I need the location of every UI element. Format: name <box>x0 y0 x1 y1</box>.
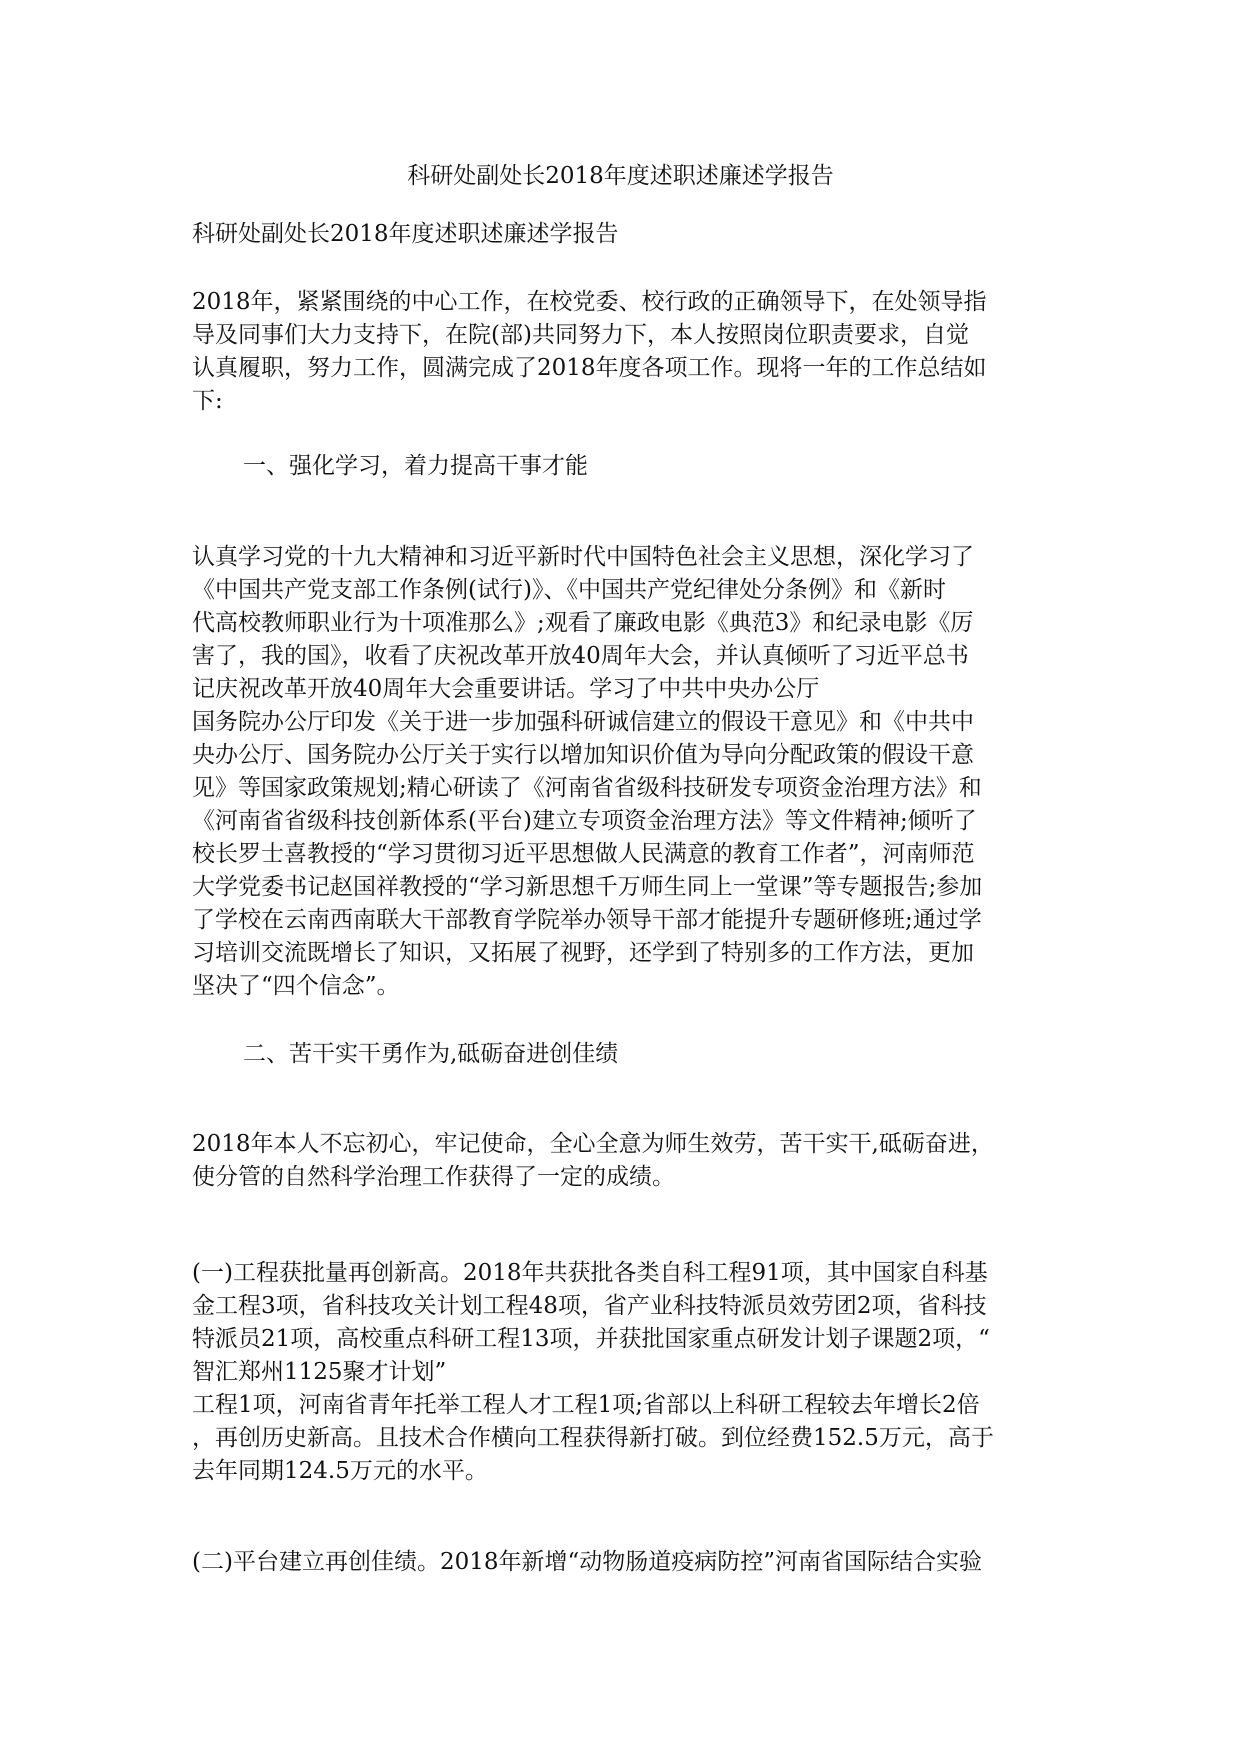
section2-paragraph <box>192 1128 1052 1194</box>
section1-paragraph <box>192 541 1052 1003</box>
paragraph-line: 校长罗士喜教授的“学习贯彻习近平思想做人民满意的教育工作者”，河南师范 <box>192 841 975 867</box>
paragraph-line: 记庆祝改革开放40周年大会重要讲话。学习了中共中央办公厅 <box>192 676 820 702</box>
paragraph-line: 了学校在云南西南联大干部教育学院举办领导干部才能提升专题研修班;通过学 <box>192 907 982 933</box>
intro-line: 认真履职，努力工作，圆满完成了2018年度各项工作。现将一年的工作总结如 <box>192 355 987 381</box>
paragraph-line: (二)平台建立再创佳绩。2018年新增“动物肠道疫病防控”河南省国际结合实验 <box>192 1549 982 1575</box>
paragraph-line: 国务院办公厅印发《关于进一步加强科研诚信建立的假设干意见》和《中共中 <box>192 709 974 735</box>
paragraph-line: 工程1项，河南省青年托举工程人才工程1项;省部以上科研工程较去年增长2倍 <box>192 1392 980 1418</box>
paragraph-line: 央办公厅、国务院办公厅关于实行以增加知识价值为导向分配政策的假设干意 <box>192 742 974 768</box>
paragraph-line: 使分管的自然科学治理工作获得了一定的成绩。 <box>192 1164 675 1190</box>
document-subtitle <box>192 218 1052 251</box>
paragraph-line: 习培训交流既增长了知识，又拓展了视野，还学到了特别多的工作方法，更加 <box>192 940 974 966</box>
paragraph-line: (一)工程获批量再创新高。2018年共获批各类自科工程91项，其中国家自科基 <box>192 1260 988 1286</box>
paragraph-line: 害了，我的国》，收看了庆祝改革开放40周年大会，并认真倾听了习近平总书 <box>192 643 969 669</box>
paragraph-line: ，再创历史新高。且技术合作横向工程获得新打破。到位经费152.5万元，高于 <box>192 1425 994 1451</box>
paragraph-line: 坚决了“四个信念”。 <box>192 973 400 999</box>
subtitle-line: 科研处副处长2018年度述职述廉述学报告 <box>192 221 619 247</box>
paragraph-line: 智汇郑州1125聚才计划” <box>192 1359 447 1385</box>
section1-heading <box>243 450 1103 483</box>
intro-line: 下: <box>192 388 223 414</box>
intro-paragraph <box>192 286 1052 418</box>
intro-line: 导及同事们大力支持下，在院(部)共同努力下，本人按照岗位职责要求，自觉 <box>192 322 969 348</box>
item2-paragraph <box>192 1546 1052 1579</box>
paragraph-line: 特派员21项，高校重点科研工程13项，并获批国家重点研发计划子课题2项，“ <box>192 1326 990 1352</box>
paragraph-line: 金工程3项，省科技攻关计划工程48项，省产业科技特派员效劳团2项，省科技 <box>192 1293 987 1319</box>
paragraph-line: 代高校教师职业行为十项准那么》;观看了廉政电影《典范3》和纪录电影《厉 <box>192 610 974 636</box>
document-title: 科研处副处长2018年度述职述廉述学报告 <box>407 163 834 189</box>
paragraph-line: 《河南省省级科技创新体系(平台)建立专项资金治理方法》等文件精神;倾听了 <box>192 808 977 834</box>
section-heading-text: 二、苦干实干勇作为,砥砺奋进创佳绩 <box>243 1041 619 1067</box>
section-heading-text: 一、强化学习，着力提高干事才能 <box>243 453 588 479</box>
paragraph-line: 《中国共产党支部工作条例(试行)》、《中国共产党纪律处分条例》和《新时 <box>192 577 946 603</box>
paragraph-line: 大学党委书记赵国祥教授的“学习新思想千万师生同上一堂课”等专题报告;参加 <box>192 874 983 900</box>
paragraph-line: 2018年本人不忘初心，牢记使命，全心全意为师生效劳，苦干实干,砥砺奋进， <box>192 1131 994 1157</box>
paragraph-line: 见》等国家政策规划;精心研读了《河南省省级科技研发专项资金治理方法》和 <box>192 775 982 801</box>
paragraph-line: 去年同期124.5万元的水平。 <box>192 1458 488 1484</box>
section2-heading <box>243 1038 1103 1071</box>
paragraph-line: 认真学习党的十九大精神和习近平新时代中国特色社会主义思想，深化学习了 <box>192 544 974 570</box>
intro-line: 2018年，紧紧围绕的中心工作，在校党委、校行政的正确领导下，在处领导指 <box>192 289 987 315</box>
item1-paragraph <box>192 1257 1052 1488</box>
